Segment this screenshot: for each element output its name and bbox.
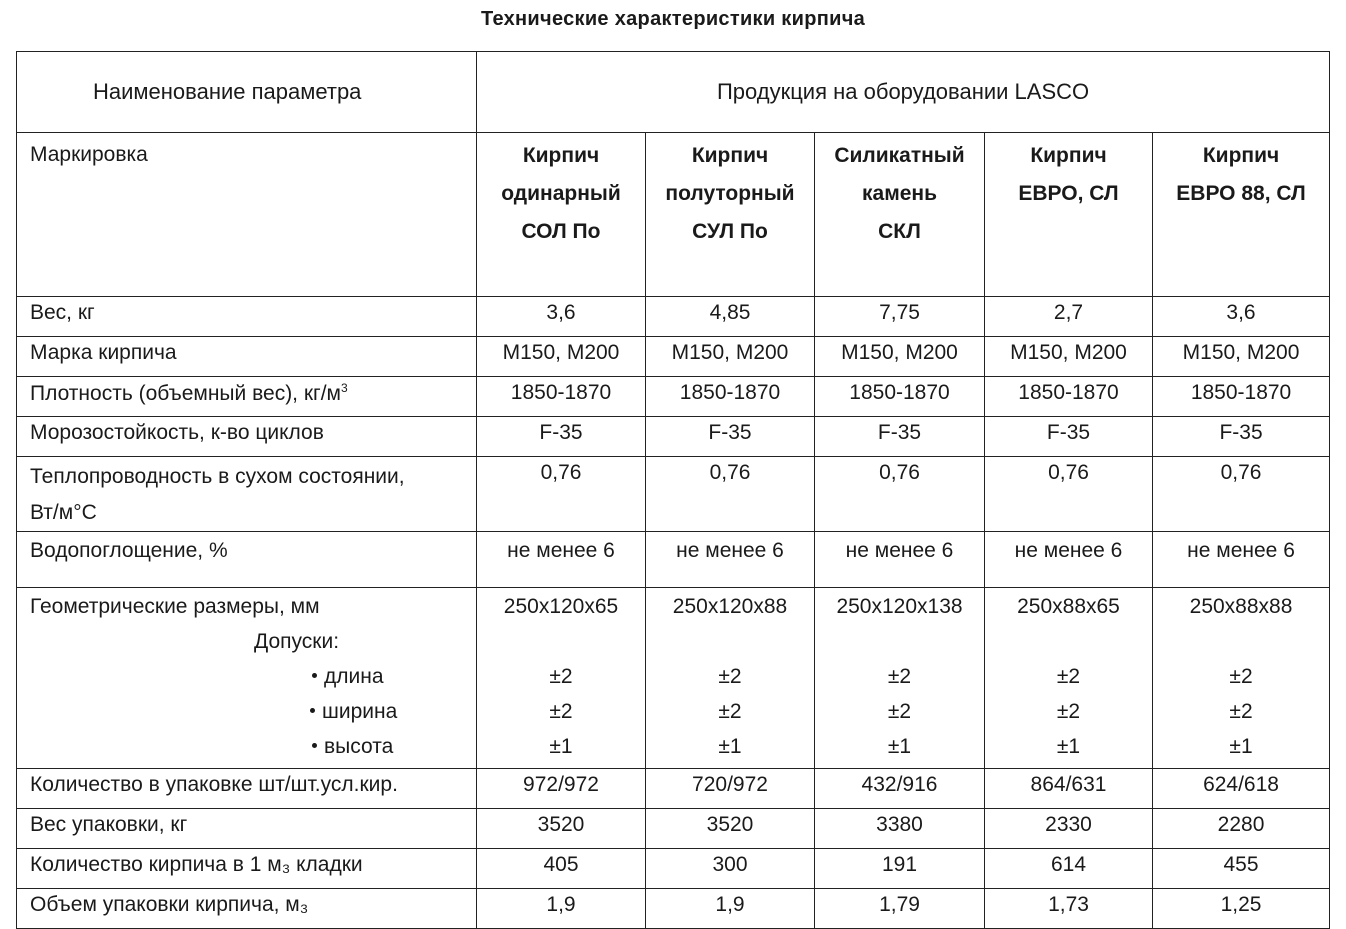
cell-value: 405 <box>477 849 646 889</box>
marking-label: Маркировка <box>17 133 477 297</box>
cell-value: 624/618 <box>1153 769 1330 809</box>
cell-value: 864/631 <box>985 769 1153 809</box>
row-label: Вес упаковки, кг <box>17 809 477 849</box>
cell-value: 0,76 <box>477 457 646 532</box>
geometry-cell: 250x120x138 ±2 ±2 ±1 <box>815 588 985 769</box>
cell-value: 1,25 <box>1153 889 1330 929</box>
bullet-icon <box>312 743 317 748</box>
table-row <box>17 457 1330 532</box>
cell-value: 300 <box>646 849 815 889</box>
geometry-cell: 250x88x88 ±2 ±2 ±1 <box>1153 588 1330 769</box>
geometry-cell: 250x120x88 ±2 ±2 ±1 <box>646 588 815 769</box>
row-label: Плотность (объемный вес), $кг/м^3$ <box>17 377 477 417</box>
product-name: Кирпич ЕВРО, СЛ <box>985 133 1153 297</box>
cell-value: М150, М200 <box>1153 337 1330 377</box>
cell-value: 2280 <box>1153 809 1330 849</box>
table-row <box>17 377 1330 417</box>
product-name: Кирпич одинарный СОЛ По <box>477 133 646 297</box>
page-title: Технические характеристики кирпича <box>480 8 866 30</box>
bullet-icon <box>312 673 317 678</box>
header-production: Продукция на оборудовании LASCO <box>477 52 1330 133</box>
cell-value: 1,73 <box>985 889 1153 929</box>
table-row <box>17 532 1330 588</box>
row-label: Вес, кг <box>17 297 477 337</box>
cell-value: М150, М200 <box>477 337 646 377</box>
cell-value: 1850-1870 <box>646 377 815 417</box>
cell-value: 1850-1870 <box>1153 377 1330 417</box>
cell-value: 7,75 <box>815 297 985 337</box>
marking-row <box>17 133 1330 297</box>
cell-value: М150, М200 <box>985 337 1153 377</box>
cell-value: 2330 <box>985 809 1153 849</box>
cell-value: 3,6 <box>477 297 646 337</box>
cell-value: 1,9 <box>646 889 815 929</box>
cell-value: 191 <box>815 849 985 889</box>
geometry-cell: 250x120x65 ±2 ±2 ±1 <box>477 588 646 769</box>
cell-value: F-35 <box>985 417 1153 457</box>
product-name: Силикатный камень СКЛ <box>815 133 985 297</box>
cell-value: 720/972 <box>646 769 815 809</box>
geometry-label: Геометрические размеры, мм Допуски: длина ширина высота <box>17 588 477 769</box>
cell-value: F-35 <box>1153 417 1330 457</box>
cell-value: 432/916 <box>815 769 985 809</box>
row-label: Теплопроводность в сухом состоянии, Вт/м°С <box>17 457 477 532</box>
cell-value: 3520 <box>646 809 815 849</box>
cell-value: М150, М200 <box>815 337 985 377</box>
product-name: Кирпич полуторный СУЛ По <box>646 133 815 297</box>
cell-value: 0,76 <box>646 457 815 532</box>
table-header-row <box>17 52 1330 133</box>
cell-value: 1850-1870 <box>477 377 646 417</box>
cell-value: 3,6 <box>1153 297 1330 337</box>
cell-value: 614 <box>985 849 1153 889</box>
cell-value: не менее 6 <box>1153 532 1330 588</box>
cell-value: 1850-1870 <box>815 377 985 417</box>
table-row <box>17 769 1330 809</box>
table-row <box>17 297 1330 337</box>
cell-value: не менее 6 <box>985 532 1153 588</box>
cell-value: 3520 <box>477 809 646 849</box>
table-row <box>17 809 1330 849</box>
cell-value: 972/972 <box>477 769 646 809</box>
cell-value: 2,7 <box>985 297 1153 337</box>
table-row <box>17 417 1330 457</box>
geometry-cell: 250x88x65 ±2 ±2 ±1 <box>985 588 1153 769</box>
cell-value: F-35 <box>646 417 815 457</box>
specs-table <box>16 51 1330 929</box>
bullet-icon <box>310 708 315 713</box>
geometry-row <box>17 588 1330 769</box>
cell-value: 1,79 <box>815 889 985 929</box>
table-row <box>17 889 1330 929</box>
cell-value: 3380 <box>815 809 985 849</box>
cell-value: 1,9 <box>477 889 646 929</box>
product-name: Кирпич ЕВРО 88, СЛ <box>1153 133 1330 297</box>
row-label: Количество в упаковке шт/шт.усл.кир. <box>17 769 477 809</box>
cell-value: 0,76 <box>815 457 985 532</box>
cell-value: М150, М200 <box>646 337 815 377</box>
row-label: Морозостойкость, к-во циклов <box>17 417 477 457</box>
table-row <box>17 337 1330 377</box>
cell-value: 1850-1870 <box>985 377 1153 417</box>
cell-value: 455 <box>1153 849 1330 889</box>
cell-value: 4,85 <box>646 297 815 337</box>
cell-value: не менее 6 <box>477 532 646 588</box>
cell-value: F-35 <box>477 417 646 457</box>
cell-value: не менее 6 <box>815 532 985 588</box>
row-label: Количество кирпича в 1 м₃ кладки <box>17 849 477 889</box>
header-param-name: Наименование параметра <box>17 52 477 133</box>
row-label: Водопоглощение, % <box>17 532 477 588</box>
cell-value: F-35 <box>815 417 985 457</box>
cell-value: 0,76 <box>985 457 1153 532</box>
cell-value: 0,76 <box>1153 457 1330 532</box>
cell-value: не менее 6 <box>646 532 815 588</box>
row-label: Объем упаковки кирпича, м₃ <box>17 889 477 929</box>
row-label: Марка кирпича <box>17 337 477 377</box>
